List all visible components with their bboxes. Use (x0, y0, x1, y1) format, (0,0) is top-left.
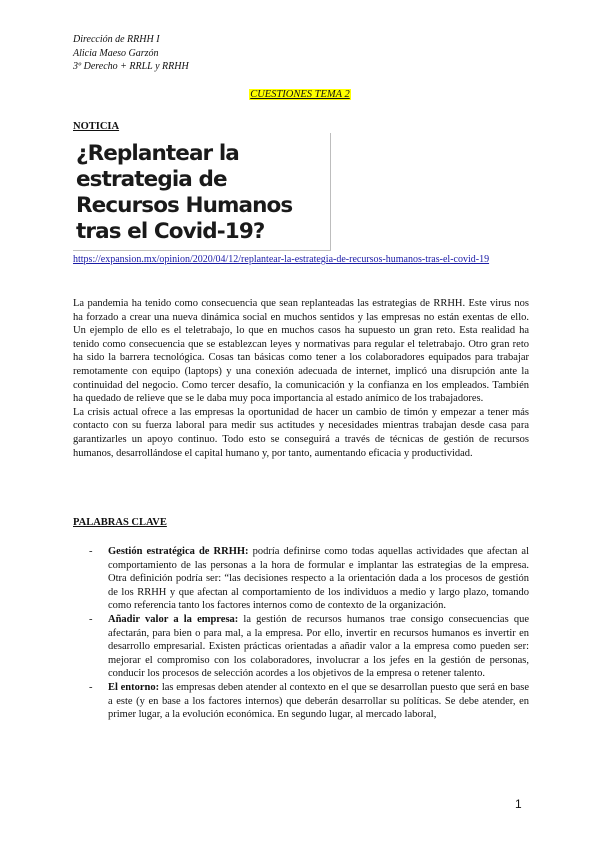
news-paragraph-2: La crisis actual ofrece a las empresas la oportunidad de hacer un cambio de timón y empezar a tener más contacto con su fuerza laboral para medir sus actitudes y necesidades mientras trabajan desde casa para garantizarles un apoyo continuo. Todo esto se conseguirá a través de técnicas de gestión de recursos humanos, desarrollándose el capital humano y, por tanto, aumentando eficacia y productividad. (73, 406, 529, 459)
list-dash: - (89, 613, 93, 625)
keyword-definition: podría definirse como todas aquellas actividades que afectan al comportamiento de las personas a la hora de formular e implantar las estrategias de la empresa. Otra definición podría ser: “las decisiones respecto a la orientación dada a los procesos de gestión de los RRHH y que afectan al comportamiento de los individuos a medio y largo plazo, tomando como referencia tanto los factores internos como de contexto de la organización. (108, 546, 529, 612)
news-paragraph-1: La pandemia ha tenido como consecuencia que sean replanteadas las estrategias de RRHH. Este virus nos ha forzado a crear una nueva dinámica social en muchos sentidos y las empresas no están exentas de ello. Un ejemplo de ello es el teletrabajo, lo que en muchos casos ha supuesto un gran reto. Esta realidad ha tenido como consecuencia que se establezcan leyes y normativas para regular el teletrabajo. Otro gran reto ha sido la barrera tecnológica. Cosas tan básicas como tener a los colaboradores equipados para trabajar remotamente con equipo (laptops) y una conexión adecuada de internet, implicó una disrupción ante la continuidad del negocio. Como tercer desafío, la comunicación y la confianza en los empleados. También ha quedado de relieve que se le daba muy poca importancia al estado anímico de los trabajadores. (73, 298, 529, 405)
document-title-text: CUESTIONES TEMA 2 (250, 89, 350, 100)
keyword-definition: la gestión de recursos humanos trae consigo consecuencias que afectarán, para bien o para mal, a la empresa. Por ello, invertir en recursos humanos es invertir en desarrollo empresarial. Existen prácticas orientadas a añadir valor a la empresa como pueden ser: mejorar el compromiso con los colaboradores, involucrar a los jefes en la gestión de personas, conducir los procesos de selección acordes a los objetivos de la empresa o retener talento. (108, 613, 529, 680)
list-dash: - (89, 681, 93, 693)
keywords-list (89, 545, 529, 722)
keywords-heading: PALABRAS CLAVE (73, 517, 167, 528)
keyword-term: El entorno: (108, 681, 160, 693)
news-headline: ¿Replantear la estrategia de Recursos Humanos tras el Covid-19? (76, 141, 293, 244)
list-dash: - (89, 546, 93, 557)
keyword-item (89, 545, 529, 613)
document-header (73, 33, 189, 74)
document-title (0, 89, 600, 100)
news-summary (73, 297, 529, 460)
news-headline-image (73, 133, 331, 251)
keyword-item (89, 613, 529, 681)
keyword-term: Gestión estratégica de RRHH: (108, 546, 249, 557)
header-course: Dirección de RRHH I (73, 34, 160, 45)
header-author: Alicia Maeso Garzón (73, 47, 159, 59)
page-number: 1 (515, 797, 522, 811)
header-degree: 3º Derecho + RRLL y RRHH (73, 61, 189, 72)
keyword-item (89, 681, 529, 722)
noticia-heading: NOTICIA (73, 121, 120, 132)
news-link[interactable]: https://expansion.mx/opinion/2020/04/12/replantear-la-estrategia-de-recursos-humanos-tras-el-covid-19 (73, 254, 490, 265)
keyword-definition: las empresas deben atender al contexto en el que se desarrollan puesto que será en base a este (y en base a los factores internos) que deberán desarrollar su políticas. Se debe atender, en primer lugar, a la evolución económica. En segundo lugar, al mercado laboral, (108, 681, 529, 721)
keyword-term: Añadir valor a la empresa: (108, 613, 239, 625)
